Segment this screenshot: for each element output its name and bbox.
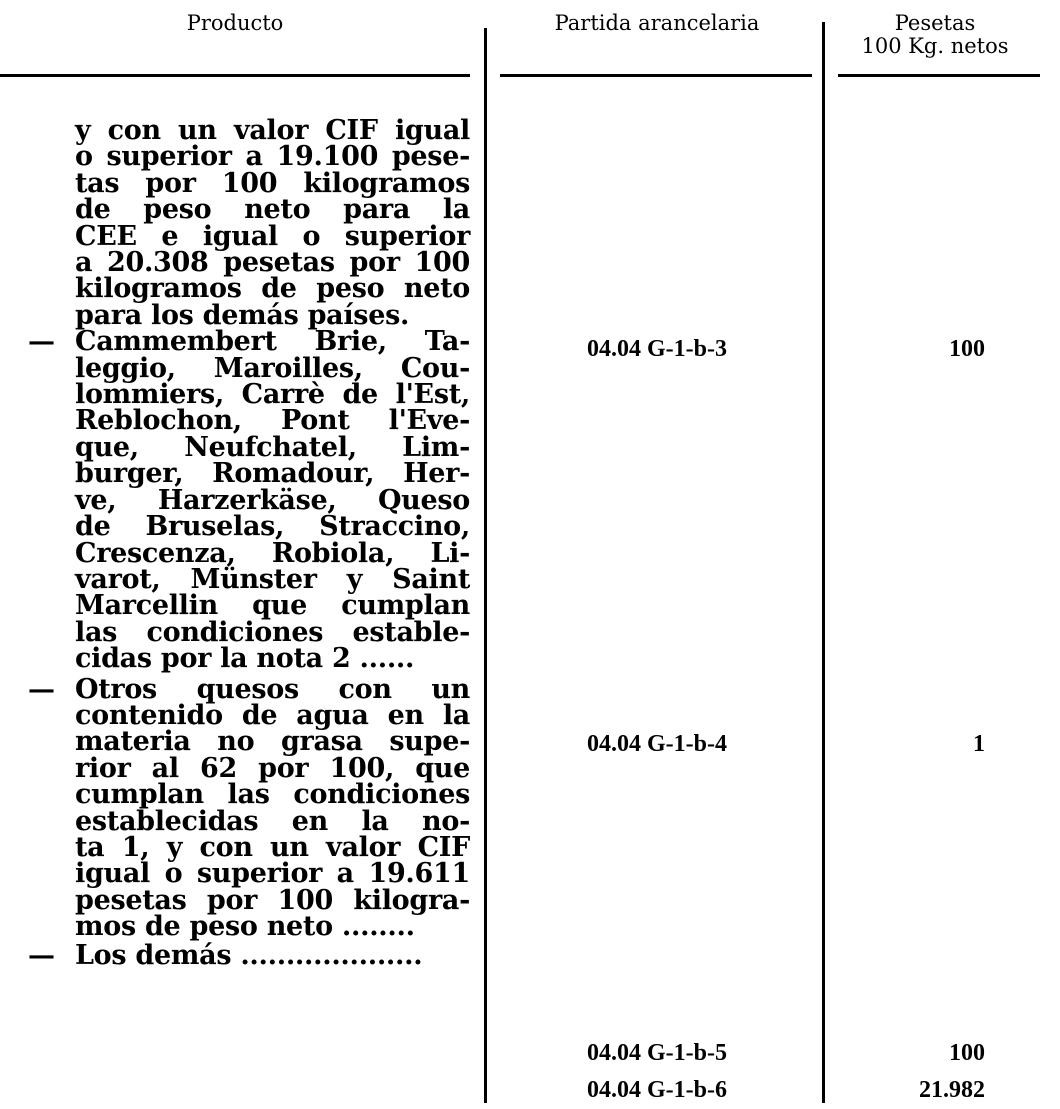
header-rule-partida: [500, 74, 812, 77]
text-line: para los demás países.: [75, 299, 410, 331]
column-divider-1: [484, 28, 487, 1103]
text-line: cidas por la nota 2 ......: [75, 643, 415, 675]
row-4-pesetas: 21.982: [919, 1077, 985, 1103]
row-1-pesetas: 100: [949, 336, 985, 362]
row-2-pesetas: 1: [973, 731, 985, 757]
text-line: varot, Münster y Saint: [75, 563, 470, 595]
text-line: Crescenza, Robiola, Li-: [75, 537, 470, 569]
text-line: kilogramos de peso neto: [75, 273, 470, 305]
text-line: de peso neto para la: [75, 194, 470, 226]
header-rule-pesetas: [838, 74, 1040, 77]
text-line: cumplan las condiciones: [75, 779, 470, 811]
text-line: establecidas en la no-: [75, 805, 470, 837]
row-3-pesetas: 100: [949, 1040, 985, 1066]
row-3-description: [28, 673, 470, 943]
text-line: de Bruselas, Straccino,: [75, 511, 470, 543]
text-line: ve, Harzerkäse, Queso: [75, 484, 470, 516]
row-3-partida: 04.04 G-1-b-5: [587, 1040, 727, 1066]
producto-column: [28, 115, 470, 971]
text-line: Los demás ....................: [75, 939, 423, 971]
text-line: burger, Romadour, Her-: [75, 458, 470, 490]
dash-bullet: —: [28, 939, 55, 971]
text-line: CEE e igual o superior: [75, 220, 470, 252]
text-line: las condiciones estable-: [75, 616, 470, 648]
dash-bullet: —: [28, 326, 55, 358]
header-pesetas-line1: Pesetas: [894, 11, 976, 35]
header-pesetas-line2: 100 Kg. netos: [861, 34, 1009, 58]
text-line: a 20.308 pesetas por 100: [75, 247, 470, 279]
row-1-partida: 04.04 G-1-b-3: [587, 336, 727, 362]
text-line: mos de peso neto ........: [75, 911, 415, 943]
text-line: materia no grasa supe-: [75, 726, 470, 758]
text-line: lommiers, Carrè de l'Est,: [75, 379, 470, 411]
text-line: ta 1, y con un valor CIF: [75, 831, 470, 863]
text-line: contenido de agua en la: [75, 699, 470, 731]
dash-bullet: —: [28, 673, 55, 705]
text-line: Marcellin que cumplan: [75, 590, 470, 622]
text-line: Cammembert Brie, Ta-: [75, 326, 470, 358]
row-4-partida: 04.04 G-1-b-6: [587, 1077, 727, 1103]
text-line: Reblochon, Pont l'Eve-: [75, 405, 470, 437]
column-divider-2: [822, 22, 825, 1103]
row-2-description: [28, 326, 470, 675]
row-4-description: [28, 939, 470, 971]
text-line: pesetas por 100 kilogra-: [75, 884, 470, 916]
text-line: rior al 62 por 100, que: [75, 752, 470, 784]
header-producto: Producto: [186, 11, 284, 35]
text-line: leggio, Maroilles, Cou-: [75, 352, 470, 384]
text-line: o superior a 19.100 pese-: [75, 141, 470, 173]
text-line: igual o superior a 19.611: [75, 858, 470, 890]
text-line: y con un valor CIF igual: [75, 115, 470, 146]
header-partida-arancelaria: Partida arancelaria: [554, 11, 760, 35]
text-line: que, Neufchatel, Lim-: [75, 431, 470, 463]
row-2-partida: 04.04 G-1-b-4: [587, 731, 727, 757]
text-line: Otros quesos con un: [75, 673, 470, 705]
header-rule-producto: [0, 74, 470, 77]
header-pesetas: [830, 12, 1040, 58]
text-line: tas por 100 kilogramos: [75, 167, 470, 199]
row-1-description: [75, 115, 470, 331]
